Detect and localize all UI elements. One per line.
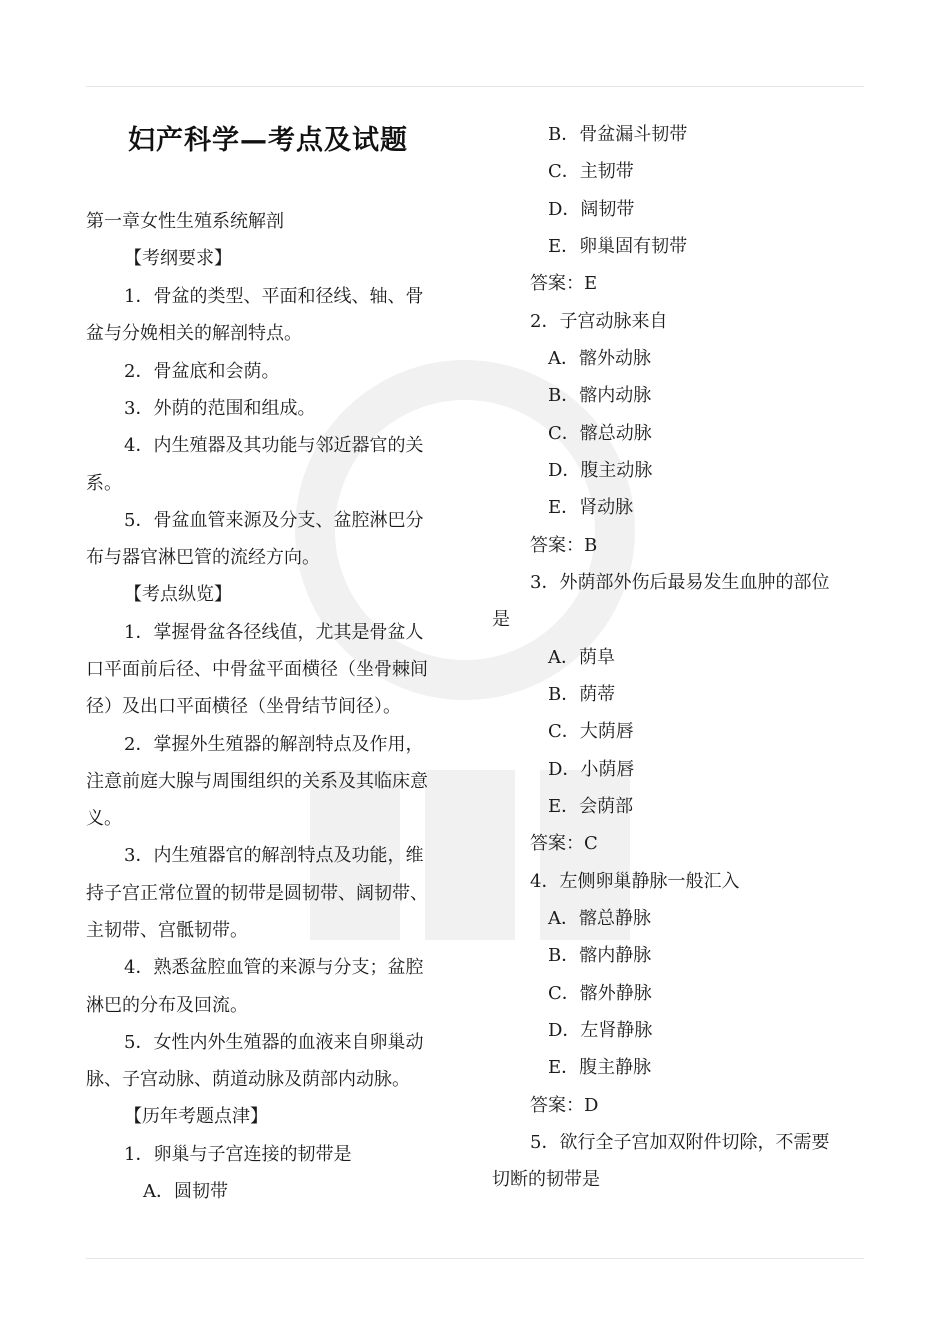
answer-line: 答案：C xyxy=(530,833,598,854)
answer-line: 答案：B xyxy=(530,535,598,556)
text-line: 口平面前后径、中骨盆平面横径（坐骨棘间 xyxy=(86,659,428,680)
text-line: 主韧带、宫骶韧带。 xyxy=(86,920,248,941)
answer-line: 答案：D xyxy=(530,1095,599,1116)
option-line: B．髂内动脉 xyxy=(548,385,652,406)
text-line: 4．内生殖器及其功能与邻近器官的关 xyxy=(124,435,424,456)
text-line: 5．骨盆血管来源及分支、盆腔淋巴分 xyxy=(124,510,424,531)
option-line: C．主韧带 xyxy=(548,161,634,182)
option-line: A．髂外动脉 xyxy=(548,348,651,369)
text-line: 布与器官淋巴管的流经方向。 xyxy=(86,547,320,568)
text-line: 淋巴的分布及回流。 xyxy=(86,995,248,1016)
question-line: 5．欲行全子宫加双附件切除，不需要 xyxy=(530,1132,830,1153)
question-line: 4．左侧卵巢静脉一般汇入 xyxy=(530,871,740,892)
chapter-heading: 第一章女性生殖系统解剖 xyxy=(86,211,284,232)
text-line: 5．女性内外生殖器的血液来自卵巢动 xyxy=(124,1032,424,1053)
text-line: 盆与分娩相关的解剖特点。 xyxy=(86,323,302,344)
option-line: D．左肾静脉 xyxy=(548,1020,653,1041)
text-line: 2．骨盆底和会荫。 xyxy=(124,361,280,382)
section-heading: 【考点纵览】 xyxy=(124,584,232,605)
section-heading: 【考纲要求】 xyxy=(124,248,232,269)
document-title: 妇产科学—考点及试题 xyxy=(128,125,408,156)
option-line: B．髂内静脉 xyxy=(548,945,652,966)
text-line: 1．掌握骨盆各径线值，尤其是骨盆人 xyxy=(124,622,424,643)
question-line: 1．卵巢与子宫连接的韧带是 xyxy=(124,1144,352,1165)
option-line: C．髂外静脉 xyxy=(548,983,652,1004)
option-line: A．荫阜 xyxy=(548,647,615,668)
option-line: D．小荫唇 xyxy=(548,759,635,780)
text-line: 2．掌握外生殖器的解剖特点及作用， xyxy=(124,734,424,755)
option-line: E．肾动脉 xyxy=(548,497,634,518)
text-line: 注意前庭大腺与周围组织的关系及其临床意 xyxy=(86,771,428,792)
text-line: 义。 xyxy=(86,808,122,829)
option-line: E．卵巢固有韧带 xyxy=(548,236,688,257)
option-line: C．髂总动脉 xyxy=(548,423,652,444)
text-line: 1．骨盆的类型、平面和径线、轴、骨 xyxy=(124,286,424,307)
text-line: 4．熟悉盆腔血管的来源与分支；盆腔 xyxy=(124,957,424,978)
header-rule xyxy=(86,86,864,87)
option-line: E．会荫部 xyxy=(548,796,634,817)
text-line: 3．外荫的范围和组成。 xyxy=(124,398,316,419)
option-line: C．大荫唇 xyxy=(548,721,634,742)
option-line: B．荫蒂 xyxy=(548,684,616,705)
option-line: D．阔韧带 xyxy=(548,199,635,220)
text-line: 脉、子宫动脉、荫道动脉及荫部内动脉。 xyxy=(86,1069,410,1090)
option-line: A．圆韧带 xyxy=(143,1181,228,1202)
option-line: E．腹主静脉 xyxy=(548,1057,652,1078)
question-line: 切断的韧带是 xyxy=(492,1169,600,1190)
question-line: 3．外荫部外伤后最易发生血肿的部位 xyxy=(530,572,830,593)
option-line: D．腹主动脉 xyxy=(548,460,653,481)
option-line: B．骨盆漏斗韧带 xyxy=(548,124,688,145)
text-line: 系。 xyxy=(86,473,122,494)
question-line: 2．子宫动脉来自 xyxy=(530,311,668,332)
section-heading: 【历年考题点津】 xyxy=(124,1106,268,1127)
option-line: A．髂总静脉 xyxy=(548,908,651,929)
text-line: 持子宫正常位置的韧带是圆韧带、阔韧带、 xyxy=(86,883,428,904)
text-line: 径）及出口平面横径（坐骨结节间径）。 xyxy=(86,696,401,717)
text-line: 3．内生殖器官的解剖特点及功能，维 xyxy=(124,845,424,866)
footer-rule xyxy=(86,1258,864,1259)
answer-line: 答案：E xyxy=(530,273,598,294)
question-line: 是 xyxy=(492,609,510,630)
